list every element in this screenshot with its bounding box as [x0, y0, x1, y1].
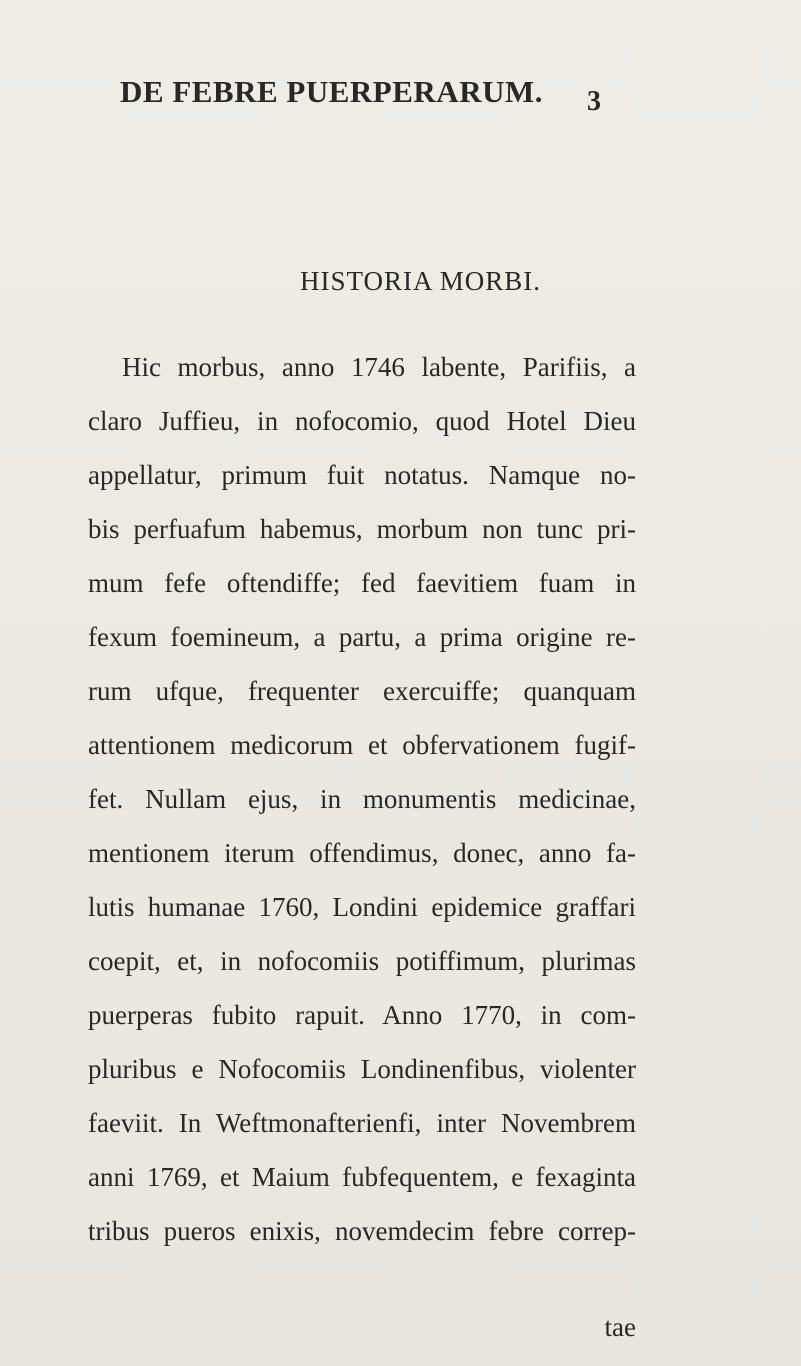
- text-line: claro Juffieu, in nofocomio, quod Hotel Dieu: [88, 406, 636, 436]
- text-line: puerperas fubito rapuit. Anno 1770, in com-: [88, 1000, 636, 1030]
- text-line: anni 1769, et Maium fubfequentem, e fexaginta: [88, 1162, 636, 1192]
- text-line: mentionem iterum offendimus, donec, anno fa-: [88, 838, 636, 868]
- text-line: tribus pueros enixis, novemdecim febre correp-: [88, 1216, 636, 1246]
- text-line: mum fefe oftendiffe; fed faevitiem fuam in: [88, 568, 636, 598]
- text-line: faeviit. In Weftmonafterienfi, inter Novembrem: [88, 1108, 636, 1138]
- text-line: attentionem medicorum et obfervationem fugif-: [88, 730, 636, 760]
- text-line: fet. Nullam ejus, in monumentis medicinae,: [88, 784, 636, 814]
- text-line: rum ufque, frequenter exercuiffe; quanquam: [88, 676, 636, 706]
- catchword: tae: [604, 1312, 636, 1342]
- section-title: HISTORIA MORBI.: [299, 266, 542, 296]
- text-line: bis perfuafum habemus, morbum non tunc pri-: [88, 514, 636, 544]
- text-line: Hic morbus, anno 1746 labente, Parifiis, a: [122, 352, 636, 382]
- text-line: appellatur, primum fuit notatus. Namque no-: [88, 460, 636, 490]
- body-paragraph: [88, 340, 636, 1258]
- text-line: pluribus e Nofocomiis Londinenfibus, violenter: [88, 1054, 636, 1084]
- page-number: 3: [587, 86, 601, 117]
- text-line: coepit, et, in nofocomiis potiffimum, plurimas: [88, 946, 636, 976]
- text-line: lutis humanae 1760, Londini epidemice graffari: [88, 892, 636, 922]
- running-head: DE FEBRE PUERPERARUM.: [120, 74, 543, 109]
- text-line: fexum foemineum, a partu, a prima origine re-: [88, 622, 636, 652]
